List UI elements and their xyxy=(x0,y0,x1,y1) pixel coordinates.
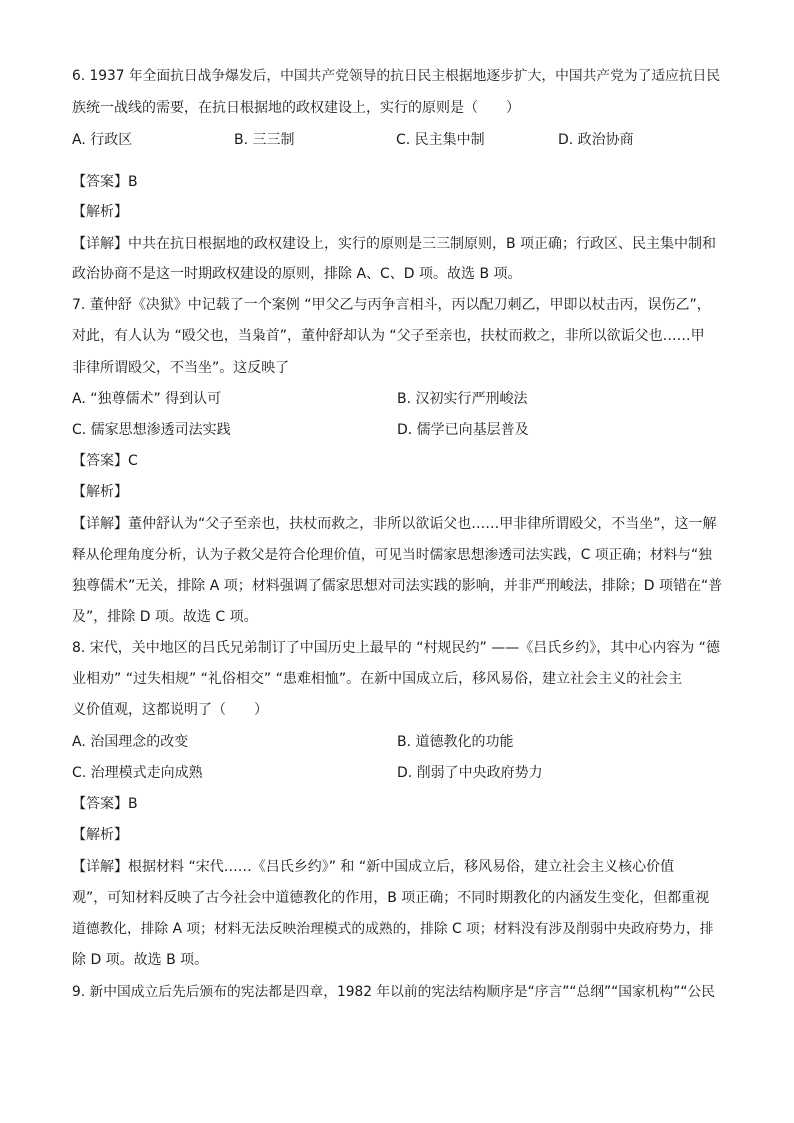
q8-detail-line-1: 【详解】根据材料 “宋代……《吕氏乡约》” 和 “新中国成立后，移风易俗，建立社会主义核心价值 xyxy=(72,859,675,875)
q8-option-a: A. 治国理念的改变 xyxy=(72,734,189,750)
q7-stem-line-1: 7. 董仲舒《决狱》中记载了一个案例 “甲父乙与丙争言相斗，丙以配刀刺乙，甲即以杖击丙，误伤乙”， xyxy=(72,297,711,313)
q6-option-d: D. 政治协商 xyxy=(558,132,634,148)
q8-detail-line-2: 观”，可知材料反映了古今社会中道德教化的作用，B 项正确；不同时期教化的内涵发生变化，但都重视 xyxy=(72,890,710,906)
q8-stem-line-2: 业相劝” “过失相规” “礼俗相交” “患难相恤”。在新中国成立后，移风易俗，建立社会主义的社会主 xyxy=(72,671,683,687)
q7-option-d: D. 儒学已向基层普及 xyxy=(397,422,529,438)
q8-option-b: B. 道德教化的功能 xyxy=(397,734,514,750)
q8-analysis-label: 【解析】 xyxy=(72,827,128,843)
q6-answer: 【答案】B xyxy=(72,174,138,190)
q6-stem-line-1: 6. 1937 年全面抗日战争爆发后，中国共产党领导的抗日民主根据地逐步扩大，中国共产党为了适应抗日民 xyxy=(72,68,721,84)
q7-option-c: C. 儒家思想渗透司法实践 xyxy=(72,422,231,438)
q8-analysis-text: 解析 xyxy=(86,827,114,843)
q8-stem-line-1: 8. 宋代，关中地区的吕氏兄弟制订了中国历史上最早的 “村规民约” ——《吕氏乡约》，其中心内容为 “德 xyxy=(72,640,720,656)
q8-stem-line-3: 义价值观，这都说明了（ ） xyxy=(72,702,268,718)
q7-detail-line-1: 【详解】董仲舒认为“父子至亲也，扶杖而救之，非所以欲诟父也……甲非律所谓殴父，不当坐”，这一解 xyxy=(72,516,717,532)
q7-analysis-label: 【解析】 xyxy=(72,484,128,500)
q6-detail-line-1: 【详解】中共在抗日根据地的政权建设上，实行的原则是三三制原则，B 项正确；行政区、民主集中制和 xyxy=(72,236,717,252)
q8-option-d: D. 削弱了中央政府势力 xyxy=(397,765,543,781)
q8-detail-line-3: 道德教化，排除 A 项；材料无法反映治理模式的成熟的，排除 C 项；材料没有涉及削弱中央政府势力，排 xyxy=(72,921,714,937)
q6-option-c: C. 民主集中制 xyxy=(396,132,485,148)
q7-detail-line-3: 独尊儒术”无关，排除 A 项；材料强调了儒家思想对司法实践的影响，并非严刑峻法，排除；D 项错在“普 xyxy=(72,578,723,594)
q7-detail-line-4: 及”，排除 D 项。故选 C 项。 xyxy=(72,609,258,625)
q8-detail-line-4: 除 D 项。故选 B 项。 xyxy=(72,952,209,968)
q6-analysis-text: 解析 xyxy=(86,204,114,220)
q7-option-a: A. “独尊儒术” 得到认可 xyxy=(72,391,222,407)
q8-answer: 【答案】B xyxy=(72,796,138,812)
q7-answer: 【答案】C xyxy=(72,453,138,469)
q6-detail-line-2: 政治协商不是这一时期政权建设的原则，排除 A、C、D 项。故选 B 项。 xyxy=(72,266,522,282)
q6-stem-line-2: 族统一战线的需要，在抗日根据地的政权建设上，实行的原则是（ ） xyxy=(72,100,520,116)
q9-stem-line-1: 9. 新中国成立后先后颁布的宪法都是四章，1982 年以前的宪法结构顺序是“序言”“总纲”“国家机构”“公民 xyxy=(72,984,715,1000)
q7-detail-line-2: 释从伦理角度分析，认为子救父是符合伦理价值，可见当时儒家思想渗透司法实践，C 项正确；材料与“独 xyxy=(72,547,712,563)
q7-stem-line-2: 对此，有人认为 “殴父也，当枭首”，董仲舒却认为 “父子至亲也，扶杖而救之，非所以欲诟父也……甲 xyxy=(72,328,705,344)
q7-option-b: B. 汉初实行严刑峻法 xyxy=(397,391,528,407)
q6-analysis-label: 【解析】 xyxy=(72,204,128,220)
q6-option-a: A. 行政区 xyxy=(72,132,133,148)
q6-option-b: B. 三三制 xyxy=(234,132,295,148)
q8-option-c: C. 治理模式走向成熟 xyxy=(72,765,203,781)
q7-analysis-text: 解析 xyxy=(86,484,114,500)
q7-stem-line-3: 非律所谓殴父，不当坐”。这反映了 xyxy=(72,360,290,376)
